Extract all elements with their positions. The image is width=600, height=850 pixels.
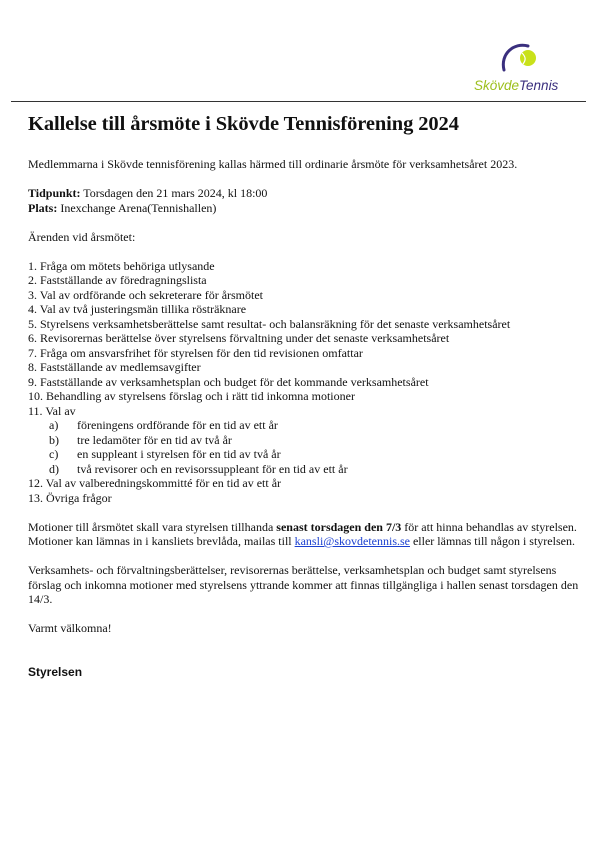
tidpunkt-value: Torsdagen den 21 mars 2024, kl 18:00 <box>80 186 268 200</box>
sub-text: två revisorer och en revisorssuppleant för en tid av ett år <box>77 461 348 476</box>
list-item: 1. Fråga om mötets behöriga utlysande <box>28 258 215 273</box>
list-item: 3. Val av ordförande och sekreterare för årsmötet <box>28 287 264 302</box>
sub-text: en suppleant i styrelsen för en tid av två år <box>77 447 281 461</box>
page-title: Kallelse till årsmöte i Skövde Tennisförening 2024 <box>28 113 459 135</box>
agenda-list <box>28 259 588 419</box>
list-item: 13. Övriga frågor <box>28 490 112 505</box>
agenda-list-continued <box>28 476 588 505</box>
header-divider <box>11 101 586 102</box>
list-item: 8. Fastställande av medlemsavgifter <box>28 360 201 374</box>
sub-letter: c) <box>49 447 59 461</box>
sub-text: tre ledamöter för en tid av två år <box>77 432 232 447</box>
sub-letter: a) <box>49 418 59 432</box>
logo-text-skovde: Skövde <box>474 78 520 93</box>
sub-list-item <box>28 462 588 477</box>
motioner-deadline: senast torsdagen den 7/3 <box>276 519 402 534</box>
election-sublist <box>28 418 588 476</box>
logo-text-tennis: Tennis <box>519 78 559 93</box>
sub-list-item <box>28 433 588 448</box>
sub-text: föreningens ordförande för en tid av ett år <box>77 418 278 432</box>
list-item: 5. Styrelsens verksamhetsberättelse samt resultat- och balansräkning för det senaste verksamhetsåret <box>28 316 511 331</box>
plats-line <box>28 201 588 216</box>
arenden-heading: Ärenden vid årsmötet: <box>28 229 136 244</box>
logo-text <box>474 78 558 93</box>
motioner-paragraph <box>28 520 588 549</box>
list-item: 4. Val av två justeringsmän tillika rösträknare <box>28 302 247 316</box>
plats-value: Inexchange Arena(Tennishallen) <box>57 200 217 215</box>
tidpunkt-line <box>28 186 588 201</box>
list-item: 10. Behandling av styrelsens förslag och i rätt tid inkomna motioner <box>28 389 355 403</box>
motioner-text: Motioner till årsmötet skall vara styrelsen tillhanda <box>28 519 277 534</box>
verksamhet-paragraph: Verksamhets- och förvaltningsberättelser, revisorernas berättelse, verksamhetsplan och budget samt styrelsens förslag och inkomna motioner med styrelsens yttrande kommer att finnas tillgängliga i hallen senast torsdagen den 14/3. <box>28 563 579 606</box>
skovde-tennis-logo <box>468 40 583 98</box>
list-item: 7. Fråga om ansvarsfrihet för styrelsen för den tid revisionen omfattar <box>28 345 363 360</box>
plats-label: Plats: <box>28 200 58 215</box>
list-item: 9. Fastställande av verksamhetsplan och budget för det kommande verksamhetsåret <box>28 374 429 389</box>
motioner-text: för att hinna behandlas av styrelsen. Motioner kan lämnas in i kansliets brevlåda, mailas till <box>28 519 577 548</box>
sub-list-item <box>28 447 588 462</box>
list-item: 2. Fastställande av föredragningslista <box>28 273 207 287</box>
document-body <box>28 157 588 679</box>
signature: Styrelsen <box>28 664 83 679</box>
list-item: 12. Val av valberedningskommitté för en tid av ett år <box>28 476 282 490</box>
list-item: 6. Revisorernas berättelse över styrelsens förvaltning under det senaste verksamhetsåret <box>28 331 450 345</box>
motioner-text: eller lämnas till någon i styrelsen. <box>409 534 575 548</box>
tennis-ball-icon <box>498 40 548 80</box>
intro-paragraph: Medlemmarna i Skövde tennisförening kallas härmed till ordinarie årsmöte för verksamhetsåret 2023. <box>28 157 518 171</box>
email-link[interactable]: kansli@skovdetennis.se <box>294 534 410 548</box>
sub-letter: d) <box>49 461 59 476</box>
sub-list-item <box>28 418 588 433</box>
list-item: 11. Val av <box>28 403 76 418</box>
tidpunkt-label: Tidpunkt: <box>28 186 81 200</box>
welcome-text: Varmt välkomna! <box>28 621 112 635</box>
sub-letter: b) <box>49 432 59 447</box>
